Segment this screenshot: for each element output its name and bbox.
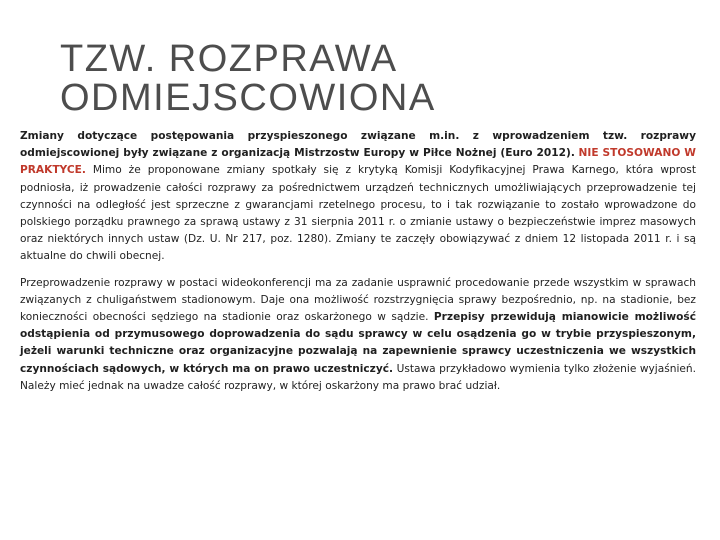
not-used-in-practice-highlight: NIE STOSOWANO W PRAKTYCE.: [20, 147, 696, 177]
paragraph-1-text: Mimo że proponowane zmiany spotkały się z krytyką Komisji Kodyfikacyjnej Prawa Karnego, która wprost podniosła, iż prowadzenie całości rozprawy za pośrednictwem urządzeń technicznych umożliwiających przeprowadzenie tej czynności na odległość jest sprzeczne z gwarancjami rzetelnego procesu, to i tak rozwiązanie to zostało wprowadzone do polskiego porządku prawnego za sprawą ustawy z 31 sierpnia 2011 r. o zmianie ustawy o bezpieczeństwie imprez masowych oraz niektórych innych ustaw (Dz. U. Nr 217, poz. 1280). Zmiany te zaczęły obowiązywać z dniem 12 listopada 2011 r. i są aktualne do chwili obecnej.: [20, 164, 696, 263]
slide-title: [60, 40, 680, 118]
paragraph-2-intro: Przeprowadzenie rozprawy w postaci wideokonferencji ma za zadanie usprawnić procedowanie przede wszystkim w sprawach związanych z chuligaństwem stadionowym. Daje ona możliwość rozstrzygnięcia sprawy bezpośrednio, np. na stadionie, bez konieczności obecności sędziego na stadionie oraz oskarżonego w sądzie.: [20, 276, 696, 324]
slide-title-line-2: ODMIEJSCOWIONA: [60, 77, 436, 119]
paragraph-2-text: Ustawa przykładowo wymienia tylko złożenie wyjaśnień. Należy mieć jednak na uwadze całość rozprawy, w której oskarżony ma prawo brać udział.: [20, 362, 696, 392]
paragraph-1: [20, 128, 696, 266]
paragraph-1-bold-intro: Zmiany dotyczące postępowania przyspieszonego związane m.in. z wprowadzeniem tzw. rozprawy odmiejscowionej były związane z organizacją Mistrzostw Europy w Piłce Nożnej (Euro 2012).: [20, 130, 696, 160]
paragraph-2-bold: Przepisy przewidują mianowicie możliwość odstąpienia od przymusowego doprowadzenia do sądu sprawcy w celu osądzenia go w trybie przyspieszonym, jeżeli warunki techniczne oraz organizacyjne pozwalają na zapewnienie sprawcy uczestniczenia we wszystkich czynnościach sądowych, w których ma on prawo uczestniczyć.: [20, 311, 696, 375]
paragraph-2: [20, 275, 696, 395]
slide-title-line-1: TZW. ROZPRAWA: [60, 38, 398, 80]
slide-body: [20, 128, 696, 404]
